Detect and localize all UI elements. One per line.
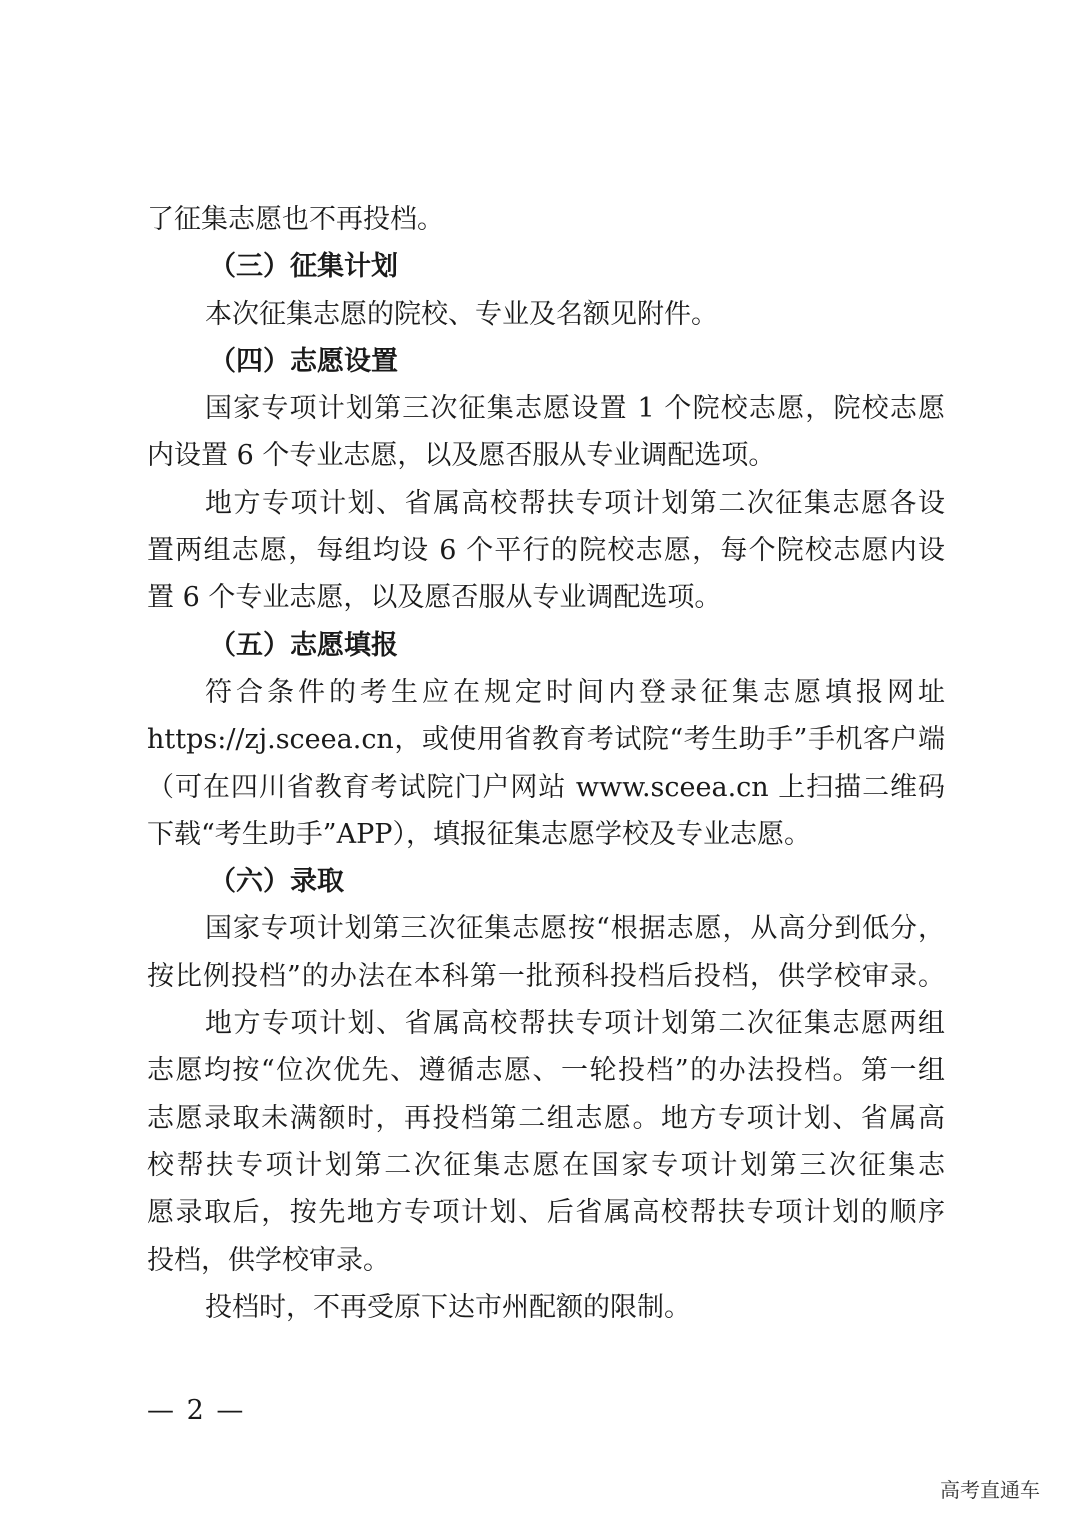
text-line: 愿录取后，按先地方专项计划、后省属高校帮扶专项计划的顺序 [147,1197,945,1229]
watermark: 高考直通车 [940,1478,1040,1502]
text-line: 校帮扶专项计划第二次征集志愿在国家专项计划第三次征集志 [147,1149,945,1181]
text-line: 符合条件的考生应在规定时间内登录征集志愿填报网址 [205,676,945,708]
text-line: 地方专项计划、省属高校帮扶专项计划第二次征集志愿两组 [205,1008,945,1040]
text-line: 置两组志愿，每组均设 6 个平行的院校志愿，每个院校志愿内设 [147,535,945,567]
text-line: （可在四川省教育考试院门户网站 www.sceea.cn 上扫描二维码 [147,771,945,803]
text-line: 下载“考生助手”APP），填报征集志愿学校及专业志愿。 [147,818,811,850]
text-line: 内设置 6 个专业志愿，以及愿否服从专业调配选项。 [147,440,776,472]
text-line: https://zj.sceea.cn，或使用省教育考试院“考生助手”手机客户端 [147,724,945,756]
text-line: 按比例投档”的办法在本科第一批预科投档后投档，供学校审录。 [147,960,945,992]
section-heading: （四）志愿设置 [209,345,398,377]
section-heading: （五）志愿填报 [209,629,398,661]
page-number: — 2 — [147,1395,246,1426]
section-heading: （六）录取 [209,866,344,898]
text-line: 国家专项计划第三次征集志愿设置 1 个院校志愿，院校志愿 [205,393,945,425]
text-line: 地方专项计划、省属高校帮扶专项计划第二次征集志愿各设 [205,487,945,519]
text-line: 国家专项计划第三次征集志愿按“根据志愿，从高分到低分， [205,913,945,945]
document-body [147,196,945,1331]
text-line: 志愿录取未满额时，再投档第二组志愿。地方专项计划、省属高 [147,1102,945,1134]
text-line: 投档时，不再受原下达市州配额的限制。 [205,1291,691,1323]
text-line: 志愿均按“位次优先、遵循志愿、一轮投档”的办法投档。第一组 [147,1055,945,1087]
text-line: 置 6 个专业志愿，以及愿否服从专业调配选项。 [147,582,722,614]
text-line: 投档，供学校审录。 [147,1244,390,1276]
text-line: 本次征集志愿的院校、专业及名额见附件。 [205,298,718,330]
section-heading: （三）征集计划 [209,251,398,283]
text-line: 了征集志愿也不再投档。 [147,204,444,235]
